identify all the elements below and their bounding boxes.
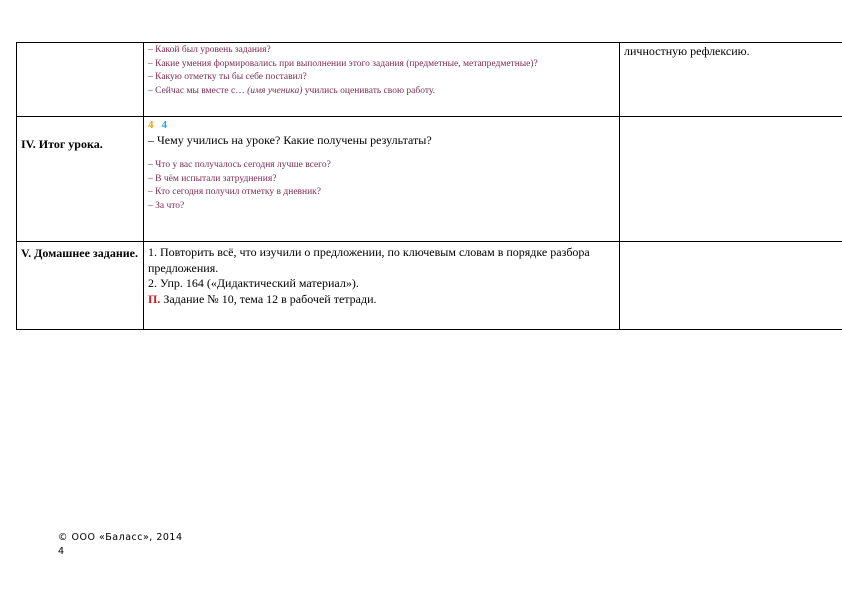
content-cell <box>144 43 620 117</box>
marks <box>148 118 615 131</box>
stage-cell: V. Домашнее задание. <box>17 242 144 330</box>
question-line: – В чём испытали затруднения? <box>148 173 277 184</box>
question-prefix: – Сейчас мы вместе с… <box>148 85 248 96</box>
lesson-plan-table <box>16 42 842 330</box>
question-line <box>148 85 615 99</box>
main-question: – Чему учились на уроке? Какие получены результаты? <box>148 133 432 147</box>
homework-task: 1. Повторить всё, что изучили о предложении, по ключевым словам в порядке разбора предложения. <box>148 245 590 275</box>
table-row <box>17 43 842 117</box>
homework-task: 2. Упр. 164 («Дидактический материал»). <box>148 276 359 290</box>
question-line: – Кто сегодня получил отметку в дневник? <box>148 187 322 197</box>
homework-task <box>148 292 615 308</box>
student-name-placeholder: (имя ученика) <box>247 85 303 96</box>
question-line: – Какие умения формировались при выполнении этого задания (предметные, метапредметные)? <box>148 58 538 69</box>
question-line: – Какой был уровень задания? <box>148 45 271 55</box>
table-row <box>17 242 842 330</box>
page-number: 4 <box>58 546 65 557</box>
content-cell <box>144 117 620 242</box>
question-line: – Что у вас получалось сегодня лучше всего? <box>148 160 331 170</box>
question-line: – За что? <box>148 200 185 211</box>
stage-cell: IV. Итог урока. <box>17 117 144 242</box>
task-mark: П. <box>148 291 161 306</box>
stage-cell <box>17 43 144 117</box>
question-suffix: учились оценивать свою работу. <box>302 85 436 96</box>
table-row <box>17 117 842 242</box>
content-cell <box>144 242 620 330</box>
result-cell: личностную рефлексию. <box>620 43 842 117</box>
task-text: Задание № 10, тема 12 в рабочей тетради. <box>160 291 377 306</box>
copyright-footer: © ООО «Баласс», 2014 <box>58 532 183 543</box>
question-line: – Какую отметку ты бы себе поставил? <box>148 72 307 82</box>
result-cell <box>620 117 842 242</box>
result-cell <box>620 242 842 330</box>
mark-orange: 4 <box>148 119 154 131</box>
mark-blue: 4 <box>161 119 167 131</box>
